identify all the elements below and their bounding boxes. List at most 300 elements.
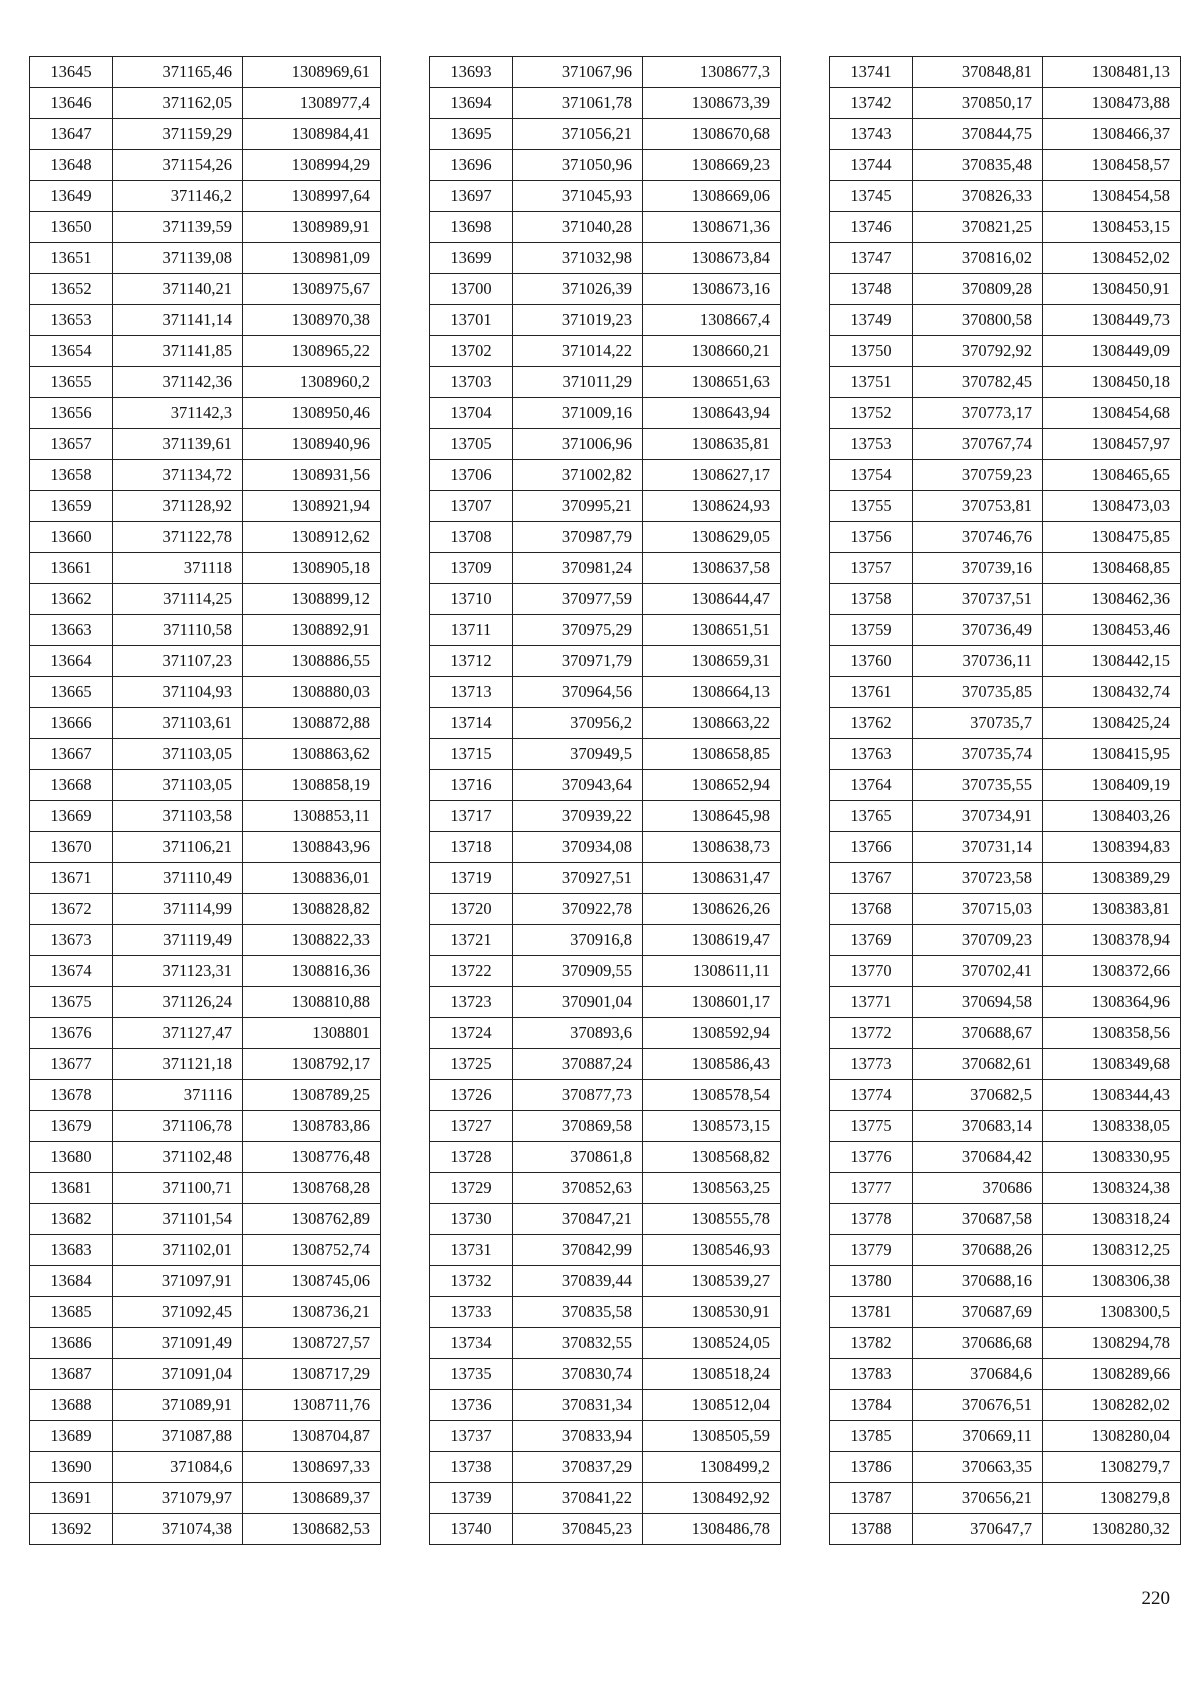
y-coordinate-cell: 1308465,65 (1043, 460, 1181, 491)
x-coordinate-cell: 371110,58 (113, 615, 243, 646)
point-number-cell: 13653 (30, 305, 113, 336)
point-number-cell: 13660 (30, 522, 113, 553)
y-coordinate-cell: 1308468,85 (1043, 553, 1181, 584)
x-coordinate-cell: 371165,46 (113, 57, 243, 88)
x-coordinate-cell: 370949,5 (513, 739, 643, 770)
x-coordinate-cell: 370735,74 (913, 739, 1043, 770)
table-row (830, 925, 1181, 956)
point-number-cell: 13649 (30, 181, 113, 212)
point-number-cell: 13691 (30, 1483, 113, 1514)
y-coordinate-cell: 1308977,4 (243, 88, 381, 119)
x-coordinate-cell: 370767,74 (913, 429, 1043, 460)
y-coordinate-cell: 1308486,78 (643, 1514, 781, 1545)
point-number-cell: 13651 (30, 243, 113, 274)
y-coordinate-cell: 1308409,19 (1043, 770, 1181, 801)
x-coordinate-cell: 370901,04 (513, 987, 643, 1018)
y-coordinate-cell: 1308762,89 (243, 1204, 381, 1235)
table-row (830, 1080, 1181, 1111)
point-number-cell: 13676 (30, 1018, 113, 1049)
point-number-cell: 13719 (430, 863, 513, 894)
x-coordinate-cell: 370939,22 (513, 801, 643, 832)
table-row (430, 1080, 781, 1111)
table-row (830, 1328, 1181, 1359)
point-number-cell: 13690 (30, 1452, 113, 1483)
table-row (430, 770, 781, 801)
y-coordinate-cell: 1308289,66 (1043, 1359, 1181, 1390)
x-coordinate-cell: 371084,6 (113, 1452, 243, 1483)
y-coordinate-cell: 1308673,84 (643, 243, 781, 274)
x-coordinate-cell: 371002,82 (513, 460, 643, 491)
table-row (30, 212, 381, 243)
point-number-cell: 13645 (30, 57, 113, 88)
y-coordinate-cell: 1308931,56 (243, 460, 381, 491)
x-coordinate-cell: 370647,7 (913, 1514, 1043, 1545)
x-coordinate-cell: 371089,91 (113, 1390, 243, 1421)
x-coordinate-cell: 370922,78 (513, 894, 643, 925)
table-row (30, 1049, 381, 1080)
table-row (430, 925, 781, 956)
x-coordinate-cell: 370746,76 (913, 522, 1043, 553)
table-row (430, 305, 781, 336)
table-row (830, 801, 1181, 832)
table-row (830, 584, 1181, 615)
y-coordinate-cell: 1308280,04 (1043, 1421, 1181, 1452)
table-row (430, 1328, 781, 1359)
table-row (30, 1359, 381, 1390)
table-row (30, 181, 381, 212)
y-coordinate-cell: 1308338,05 (1043, 1111, 1181, 1142)
y-coordinate-cell: 1308658,85 (643, 739, 781, 770)
table-row (30, 894, 381, 925)
y-coordinate-cell: 1308984,41 (243, 119, 381, 150)
x-coordinate-cell: 371067,96 (513, 57, 643, 88)
x-coordinate-cell: 370847,21 (513, 1204, 643, 1235)
y-coordinate-cell: 1308872,88 (243, 708, 381, 739)
table-row (430, 119, 781, 150)
y-coordinate-cell: 1308601,17 (643, 987, 781, 1018)
table-row (30, 1018, 381, 1049)
table-row (830, 305, 1181, 336)
y-coordinate-cell: 1308619,47 (643, 925, 781, 956)
point-number-cell: 13787 (830, 1483, 913, 1514)
table-row (830, 1266, 1181, 1297)
x-coordinate-cell: 370800,58 (913, 305, 1043, 336)
table-row (830, 1142, 1181, 1173)
x-coordinate-cell: 370686 (913, 1173, 1043, 1204)
y-coordinate-cell: 1308671,36 (643, 212, 781, 243)
point-number-cell: 13696 (430, 150, 513, 181)
point-number-cell: 13741 (830, 57, 913, 88)
table-row (30, 863, 381, 894)
y-coordinate-cell: 1308768,28 (243, 1173, 381, 1204)
y-coordinate-cell: 1308660,21 (643, 336, 781, 367)
x-coordinate-cell: 370734,91 (913, 801, 1043, 832)
x-coordinate-cell: 371106,78 (113, 1111, 243, 1142)
point-number-cell: 13661 (30, 553, 113, 584)
table-row (430, 1483, 781, 1514)
table-row (830, 243, 1181, 274)
y-coordinate-cell: 1308499,2 (643, 1452, 781, 1483)
table-row (830, 1359, 1181, 1390)
y-coordinate-cell: 1308546,93 (643, 1235, 781, 1266)
y-coordinate-cell: 1308318,24 (1043, 1204, 1181, 1235)
y-coordinate-cell: 1308997,64 (243, 181, 381, 212)
x-coordinate-cell: 370816,02 (913, 243, 1043, 274)
x-coordinate-cell: 371121,18 (113, 1049, 243, 1080)
x-coordinate-cell: 370852,63 (513, 1173, 643, 1204)
table-row (30, 1266, 381, 1297)
y-coordinate-cell: 1308637,58 (643, 553, 781, 584)
point-number-cell: 13687 (30, 1359, 113, 1390)
point-number-cell: 13705 (430, 429, 513, 460)
table-row (430, 1514, 781, 1545)
y-coordinate-cell: 1308626,26 (643, 894, 781, 925)
y-coordinate-cell: 1308330,95 (1043, 1142, 1181, 1173)
y-coordinate-cell: 1308673,39 (643, 88, 781, 119)
point-number-cell: 13674 (30, 956, 113, 987)
x-coordinate-cell: 371106,21 (113, 832, 243, 863)
x-coordinate-cell: 370981,24 (513, 553, 643, 584)
x-coordinate-cell: 370736,49 (913, 615, 1043, 646)
point-number-cell: 13750 (830, 336, 913, 367)
table-row (430, 1204, 781, 1235)
table-row (30, 739, 381, 770)
point-number-cell: 13766 (830, 832, 913, 863)
x-coordinate-cell: 370723,58 (913, 863, 1043, 894)
table-row (30, 522, 381, 553)
x-coordinate-cell: 370773,17 (913, 398, 1043, 429)
x-coordinate-cell: 371122,78 (113, 522, 243, 553)
x-coordinate-cell: 370686,68 (913, 1328, 1043, 1359)
table-row (30, 1080, 381, 1111)
point-number-cell: 13646 (30, 88, 113, 119)
table-row (430, 801, 781, 832)
table-row (830, 274, 1181, 305)
table-row (430, 1049, 781, 1080)
x-coordinate-cell: 370893,6 (513, 1018, 643, 1049)
point-number-cell: 13736 (430, 1390, 513, 1421)
y-coordinate-cell: 1308524,05 (643, 1328, 781, 1359)
table-row (430, 1421, 781, 1452)
y-coordinate-cell: 1308975,67 (243, 274, 381, 305)
point-number-cell: 13751 (830, 367, 913, 398)
point-number-cell: 13721 (430, 925, 513, 956)
x-coordinate-cell: 371087,88 (113, 1421, 243, 1452)
point-number-cell: 13669 (30, 801, 113, 832)
point-number-cell: 13683 (30, 1235, 113, 1266)
point-number-cell: 13695 (430, 119, 513, 150)
y-coordinate-cell: 1308836,01 (243, 863, 381, 894)
y-coordinate-cell: 1308473,88 (1043, 88, 1181, 119)
table-row (430, 243, 781, 274)
point-number-cell: 13763 (830, 739, 913, 770)
table-row (830, 212, 1181, 243)
table-row (830, 1452, 1181, 1483)
table-row (30, 336, 381, 367)
y-coordinate-cell: 1308627,17 (643, 460, 781, 491)
x-coordinate-cell: 371014,22 (513, 336, 643, 367)
y-coordinate-cell: 1308670,68 (643, 119, 781, 150)
y-coordinate-cell: 1308300,5 (1043, 1297, 1181, 1328)
x-coordinate-cell: 371119,49 (113, 925, 243, 956)
point-number-cell: 13772 (830, 1018, 913, 1049)
point-number-cell: 13722 (430, 956, 513, 987)
y-coordinate-cell: 1308454,58 (1043, 181, 1181, 212)
table-row (430, 1235, 781, 1266)
y-coordinate-cell: 1308853,11 (243, 801, 381, 832)
y-coordinate-cell: 1308452,02 (1043, 243, 1181, 274)
y-coordinate-cell: 1308364,96 (1043, 987, 1181, 1018)
table-row (30, 1297, 381, 1328)
x-coordinate-cell: 370682,61 (913, 1049, 1043, 1080)
x-coordinate-cell: 371103,05 (113, 739, 243, 770)
x-coordinate-cell: 371139,61 (113, 429, 243, 460)
y-coordinate-cell: 1308358,56 (1043, 1018, 1181, 1049)
y-coordinate-cell: 1308449,09 (1043, 336, 1181, 367)
x-coordinate-cell: 370739,16 (913, 553, 1043, 584)
y-coordinate-cell: 1308279,8 (1043, 1483, 1181, 1514)
y-coordinate-cell: 1308466,37 (1043, 119, 1181, 150)
y-coordinate-cell: 1308512,04 (643, 1390, 781, 1421)
point-number-cell: 13699 (430, 243, 513, 274)
x-coordinate-cell: 370987,79 (513, 522, 643, 553)
point-number-cell: 13780 (830, 1266, 913, 1297)
y-coordinate-cell: 1308568,82 (643, 1142, 781, 1173)
y-coordinate-cell: 1308970,38 (243, 305, 381, 336)
point-number-cell: 13775 (830, 1111, 913, 1142)
y-coordinate-cell: 1308530,91 (643, 1297, 781, 1328)
point-number-cell: 13662 (30, 584, 113, 615)
table-row (430, 398, 781, 429)
y-coordinate-cell: 1308682,53 (243, 1514, 381, 1545)
point-number-cell: 13678 (30, 1080, 113, 1111)
table-row (830, 987, 1181, 1018)
x-coordinate-cell: 370850,17 (913, 88, 1043, 119)
y-coordinate-cell: 1308989,91 (243, 212, 381, 243)
x-coordinate-cell: 370861,8 (513, 1142, 643, 1173)
y-coordinate-cell: 1308573,15 (643, 1111, 781, 1142)
y-coordinate-cell: 1308442,15 (1043, 646, 1181, 677)
point-number-cell: 13728 (430, 1142, 513, 1173)
x-coordinate-cell: 370995,21 (513, 491, 643, 522)
table-row (830, 863, 1181, 894)
y-coordinate-cell: 1308912,62 (243, 522, 381, 553)
table-row (30, 987, 381, 1018)
table-row (430, 987, 781, 1018)
x-coordinate-cell: 370687,58 (913, 1204, 1043, 1235)
y-coordinate-cell: 1308481,13 (1043, 57, 1181, 88)
y-coordinate-cell: 1308899,12 (243, 584, 381, 615)
point-number-cell: 13671 (30, 863, 113, 894)
point-number-cell: 13694 (430, 88, 513, 119)
x-coordinate-cell: 370782,45 (913, 367, 1043, 398)
x-coordinate-cell: 371100,71 (113, 1173, 243, 1204)
point-number-cell: 13743 (830, 119, 913, 150)
x-coordinate-cell: 370830,74 (513, 1359, 643, 1390)
y-coordinate-cell: 1308586,43 (643, 1049, 781, 1080)
y-coordinate-cell: 1308282,02 (1043, 1390, 1181, 1421)
x-coordinate-cell: 370809,28 (913, 274, 1043, 305)
y-coordinate-cell: 1308635,81 (643, 429, 781, 460)
point-number-cell: 13711 (430, 615, 513, 646)
table-row (30, 770, 381, 801)
table-row (430, 1266, 781, 1297)
y-coordinate-cell: 1308905,18 (243, 553, 381, 584)
x-coordinate-cell: 371091,04 (113, 1359, 243, 1390)
y-coordinate-cell: 1308745,06 (243, 1266, 381, 1297)
y-coordinate-cell: 1308518,24 (643, 1359, 781, 1390)
table-row (830, 88, 1181, 119)
x-coordinate-cell: 371101,54 (113, 1204, 243, 1235)
x-coordinate-cell: 371092,45 (113, 1297, 243, 1328)
y-coordinate-cell: 1308863,62 (243, 739, 381, 770)
point-number-cell: 13770 (830, 956, 913, 987)
point-number-cell: 13748 (830, 274, 913, 305)
point-number-cell: 13730 (430, 1204, 513, 1235)
y-coordinate-cell: 1308294,78 (1043, 1328, 1181, 1359)
table-row (830, 1204, 1181, 1235)
y-coordinate-cell: 1308843,96 (243, 832, 381, 863)
y-coordinate-cell: 1308592,94 (643, 1018, 781, 1049)
table-row (830, 677, 1181, 708)
x-coordinate-cell: 370684,42 (913, 1142, 1043, 1173)
y-coordinate-cell: 1308629,05 (643, 522, 781, 553)
y-coordinate-cell: 1308994,29 (243, 150, 381, 181)
y-coordinate-cell: 1308372,66 (1043, 956, 1181, 987)
table-row (430, 553, 781, 584)
point-number-cell: 13714 (430, 708, 513, 739)
table-row (830, 1235, 1181, 1266)
x-coordinate-cell: 370676,51 (913, 1390, 1043, 1421)
point-number-cell: 13685 (30, 1297, 113, 1328)
table-row (830, 367, 1181, 398)
table-row (30, 1142, 381, 1173)
x-coordinate-cell: 371107,23 (113, 646, 243, 677)
y-coordinate-cell: 1308450,18 (1043, 367, 1181, 398)
x-coordinate-cell: 371097,91 (113, 1266, 243, 1297)
x-coordinate-cell: 370956,2 (513, 708, 643, 739)
point-number-cell: 13742 (830, 88, 913, 119)
table-row (830, 1390, 1181, 1421)
y-coordinate-cell: 1308822,33 (243, 925, 381, 956)
table-row (30, 1111, 381, 1142)
table-row (30, 460, 381, 491)
x-coordinate-cell: 370753,81 (913, 491, 1043, 522)
y-coordinate-cell: 1308659,31 (643, 646, 781, 677)
point-number-cell: 13773 (830, 1049, 913, 1080)
table-row (30, 1483, 381, 1514)
table-row (30, 57, 381, 88)
table-row (30, 677, 381, 708)
point-number-cell: 13712 (430, 646, 513, 677)
point-number-cell: 13689 (30, 1421, 113, 1452)
point-number-cell: 13652 (30, 274, 113, 305)
y-coordinate-cell: 1308663,22 (643, 708, 781, 739)
point-number-cell: 13704 (430, 398, 513, 429)
x-coordinate-cell: 370833,94 (513, 1421, 643, 1452)
point-number-cell: 13698 (430, 212, 513, 243)
y-coordinate-cell: 1308349,68 (1043, 1049, 1181, 1080)
coordinate-table-2 (429, 56, 781, 1545)
point-number-cell: 13734 (430, 1328, 513, 1359)
table-row (430, 522, 781, 553)
point-number-cell: 13745 (830, 181, 913, 212)
y-coordinate-cell: 1308669,23 (643, 150, 781, 181)
x-coordinate-cell: 371141,14 (113, 305, 243, 336)
x-coordinate-cell: 370821,25 (913, 212, 1043, 243)
point-number-cell: 13675 (30, 987, 113, 1018)
x-coordinate-cell: 371045,93 (513, 181, 643, 212)
y-coordinate-cell: 1308312,25 (1043, 1235, 1181, 1266)
x-coordinate-cell: 370832,55 (513, 1328, 643, 1359)
x-coordinate-cell: 370735,7 (913, 708, 1043, 739)
x-coordinate-cell: 370669,11 (913, 1421, 1043, 1452)
x-coordinate-cell: 371050,96 (513, 150, 643, 181)
point-number-cell: 13679 (30, 1111, 113, 1142)
x-coordinate-cell: 371127,47 (113, 1018, 243, 1049)
table-row (30, 832, 381, 863)
table-row (830, 615, 1181, 646)
point-number-cell: 13697 (430, 181, 513, 212)
point-number-cell: 13779 (830, 1235, 913, 1266)
y-coordinate-cell: 1308697,33 (243, 1452, 381, 1483)
table-row (830, 150, 1181, 181)
table-row (830, 956, 1181, 987)
point-number-cell: 13762 (830, 708, 913, 739)
x-coordinate-cell: 371123,31 (113, 956, 243, 987)
x-coordinate-cell: 371006,96 (513, 429, 643, 460)
table-row (430, 181, 781, 212)
y-coordinate-cell: 1308892,91 (243, 615, 381, 646)
table-row (830, 336, 1181, 367)
y-coordinate-cell: 1308880,03 (243, 677, 381, 708)
point-number-cell: 13774 (830, 1080, 913, 1111)
x-coordinate-cell: 370837,29 (513, 1452, 643, 1483)
point-number-cell: 13692 (30, 1514, 113, 1545)
point-number-cell: 13647 (30, 119, 113, 150)
point-number-cell: 13650 (30, 212, 113, 243)
x-coordinate-cell: 370656,21 (913, 1483, 1043, 1514)
point-number-cell: 13663 (30, 615, 113, 646)
x-coordinate-cell: 370682,5 (913, 1080, 1043, 1111)
x-coordinate-cell: 370687,69 (913, 1297, 1043, 1328)
point-number-cell: 13733 (430, 1297, 513, 1328)
table-row (30, 708, 381, 739)
table-row (830, 1049, 1181, 1080)
point-number-cell: 13655 (30, 367, 113, 398)
table-row (430, 615, 781, 646)
x-coordinate-cell: 371103,58 (113, 801, 243, 832)
y-coordinate-cell: 1308981,09 (243, 243, 381, 274)
y-coordinate-cell: 1308383,81 (1043, 894, 1181, 925)
point-number-cell: 13700 (430, 274, 513, 305)
x-coordinate-cell: 370977,59 (513, 584, 643, 615)
table-row (830, 770, 1181, 801)
x-coordinate-cell: 370736,11 (913, 646, 1043, 677)
point-number-cell: 13720 (430, 894, 513, 925)
x-coordinate-cell: 370943,64 (513, 770, 643, 801)
table-row (430, 1390, 781, 1421)
point-number-cell: 13778 (830, 1204, 913, 1235)
x-coordinate-cell: 370835,58 (513, 1297, 643, 1328)
x-coordinate-cell: 370735,55 (913, 770, 1043, 801)
table-row (30, 584, 381, 615)
y-coordinate-cell: 1308644,47 (643, 584, 781, 615)
point-number-cell: 13724 (430, 1018, 513, 1049)
x-coordinate-cell: 370688,67 (913, 1018, 1043, 1049)
point-number-cell: 13727 (430, 1111, 513, 1142)
x-coordinate-cell: 371103,61 (113, 708, 243, 739)
